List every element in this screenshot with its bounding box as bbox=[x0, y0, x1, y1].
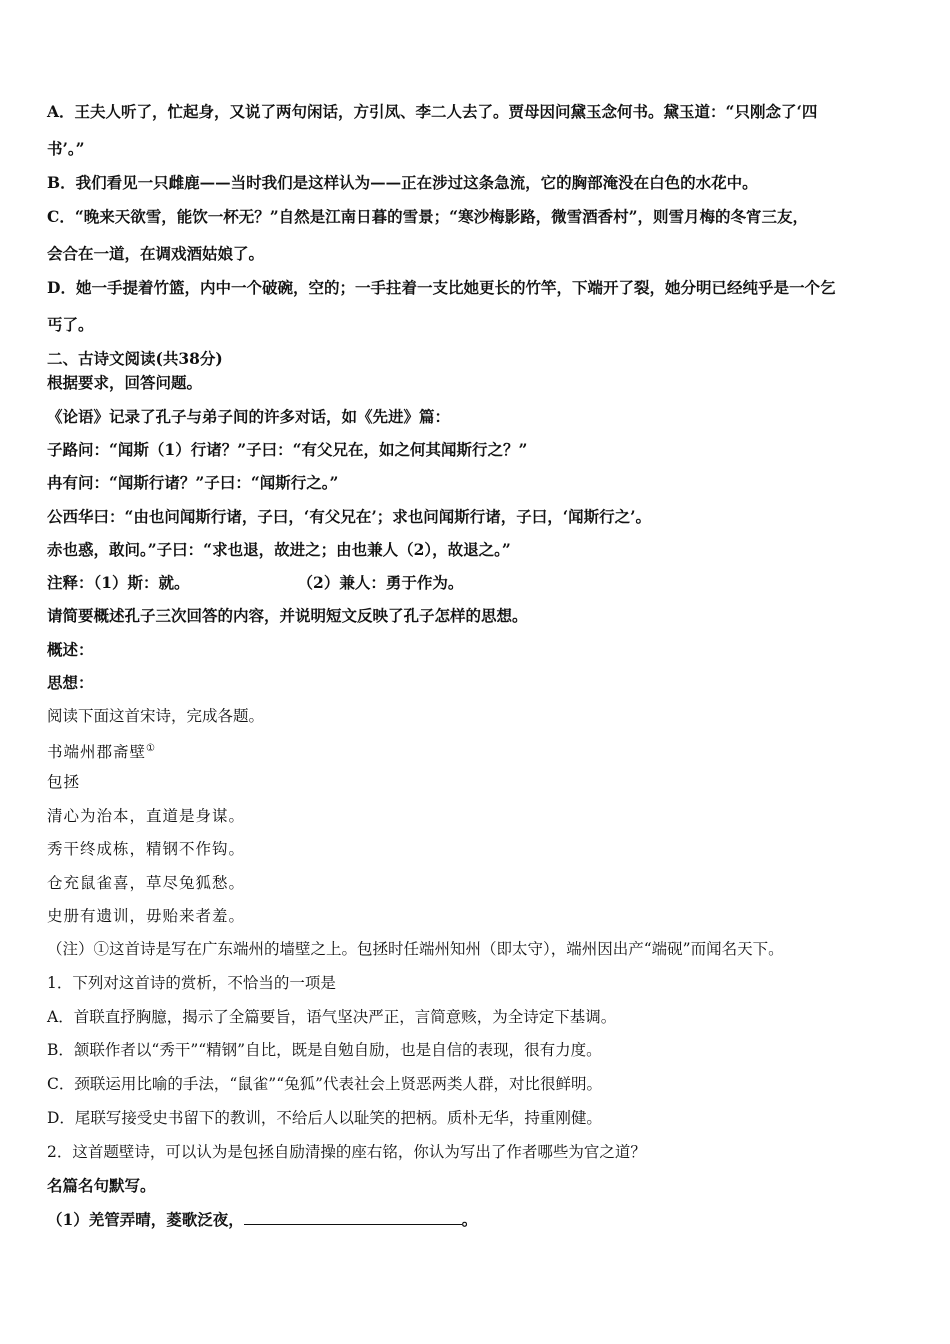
poem-note: （注）①这首诗是写在广东端州的墙壁之上。包拯时任端州知州（即太守），端州因出产“端砚”而闻名天下。 bbox=[47, 940, 784, 958]
summary-label: 概述： bbox=[47, 640, 94, 659]
question-2: 2．这首题壁诗，可以认为是包拯自励清操的座右铭，你认为写出了作者哪些为官之道？ bbox=[47, 1143, 646, 1161]
option-c-line2: 会合在一道，在调戏酒姑娘了。 bbox=[47, 244, 265, 263]
lunyu-line4: 赤也惑，敢问。”子曰：“求也退，故进之；由也兼人（2），故退之。” bbox=[47, 540, 511, 559]
dictation-item-1-suffix: 。 bbox=[461, 1210, 478, 1229]
lunyu-notes bbox=[47, 573, 463, 593]
poem-instruction: 阅读下面这首宋诗，完成各题。 bbox=[47, 707, 265, 725]
question-1-option-d: D．尾联写接受史书留下的教训，不给后人以耻笑的把柄。质朴无华，持重刚健。 bbox=[47, 1109, 602, 1127]
question-1-option-c: C．颈联运用比喻的手法，“鼠雀”“兔狐”代表社会上贤恶两类人群，对比很鲜明。 bbox=[47, 1075, 603, 1093]
poem-author: 包拯 bbox=[47, 773, 81, 791]
dictation-item-1-prefix: （1）羌管弄晴，菱歌泛夜， bbox=[47, 1210, 244, 1229]
poem-title-mark: ① bbox=[146, 743, 156, 754]
option-d-line1: D．她一手提着竹篮，内中一个破碗，空的；一手拄着一支比她更长的竹竿，下端开了裂，她分明已经纯乎是一个乞 bbox=[47, 278, 836, 297]
note-2: （2）兼人：勇于作为。 bbox=[297, 573, 464, 592]
option-d-line2: 丐了。 bbox=[47, 315, 94, 334]
section-heading: 二、古诗文阅读(共38分) bbox=[47, 349, 223, 368]
poem-line-4: 史册有遗训，毋贻来者羞。 bbox=[47, 907, 246, 925]
option-c-line1: C．“晚来天欲雪，能饮一杯无？”自然是江南日暮的雪景；“寒沙梅影路，微雪酒香村”，则雪月梅的冬宵三友， bbox=[47, 207, 809, 226]
question-1-option-a: A．首联直抒胸臆，揭示了全篇要旨，语气坚决严正，言简意赅，为全诗定下基调。 bbox=[47, 1008, 617, 1026]
note-1: 注释：（1）斯：就。 bbox=[47, 573, 190, 592]
thought-label: 思想： bbox=[47, 673, 94, 692]
poem-title-text: 书端州郡斋壁 bbox=[47, 743, 147, 762]
option-b: B．我们看见一只雌鹿——当时我们是这样认为——正在涉过这条急流，它的胸部淹没在白色的水花中。 bbox=[47, 173, 758, 192]
poem-line-3: 仓充鼠雀喜，草尽兔狐愁。 bbox=[47, 874, 246, 892]
option-a-line1: A．王夫人听了，忙起身，又说了两句闲话，方引凤、李二人去了。贾母因问黛玉念何书。黛玉道：“只刚念了‘四 bbox=[47, 102, 818, 121]
question-1: 1．下列对这首诗的赏析，不恰当的一项是 bbox=[47, 974, 336, 992]
section-instruction: 根据要求，回答问题。 bbox=[47, 373, 203, 392]
poem-line-1: 清心为治本，直道是身谋。 bbox=[47, 807, 246, 825]
lunyu-line3: 公西华曰：“由也问闻斯行诸，子曰，‘有父兄在’；求也问闻斯行诸，子曰，‘闻斯行之’。 bbox=[47, 507, 652, 526]
option-a-line2: 书’。” bbox=[47, 139, 85, 158]
dictation-item-1 bbox=[47, 1210, 477, 1230]
poem-title bbox=[47, 739, 156, 762]
lunyu-question: 请简要概述孔子三次回答的内容，并说明短文反映了孔子怎样的思想。 bbox=[47, 606, 528, 625]
poem-line-2: 秀干终成栋，精钢不作钩。 bbox=[47, 840, 246, 858]
lunyu-line2: 冉有问：“闻斯行诸？”子曰：“闻斯行之。” bbox=[47, 473, 339, 492]
dictation-heading: 名篇名句默写。 bbox=[47, 1176, 156, 1195]
question-1-option-b: B．颔联作者以“秀干”“精钢”自比，既是自勉自励，也是自信的表现，很有力度。 bbox=[47, 1041, 602, 1059]
lunyu-intro: 《论语》记录了孔子与弟子间的许多对话，如《先进》篇： bbox=[47, 407, 451, 426]
lunyu-line1: 子路问：“闻斯（1）行诸？”子曰：“有父兄在，如之何其闻斯行之？” bbox=[47, 440, 528, 459]
answer-blank[interactable] bbox=[244, 1210, 462, 1225]
